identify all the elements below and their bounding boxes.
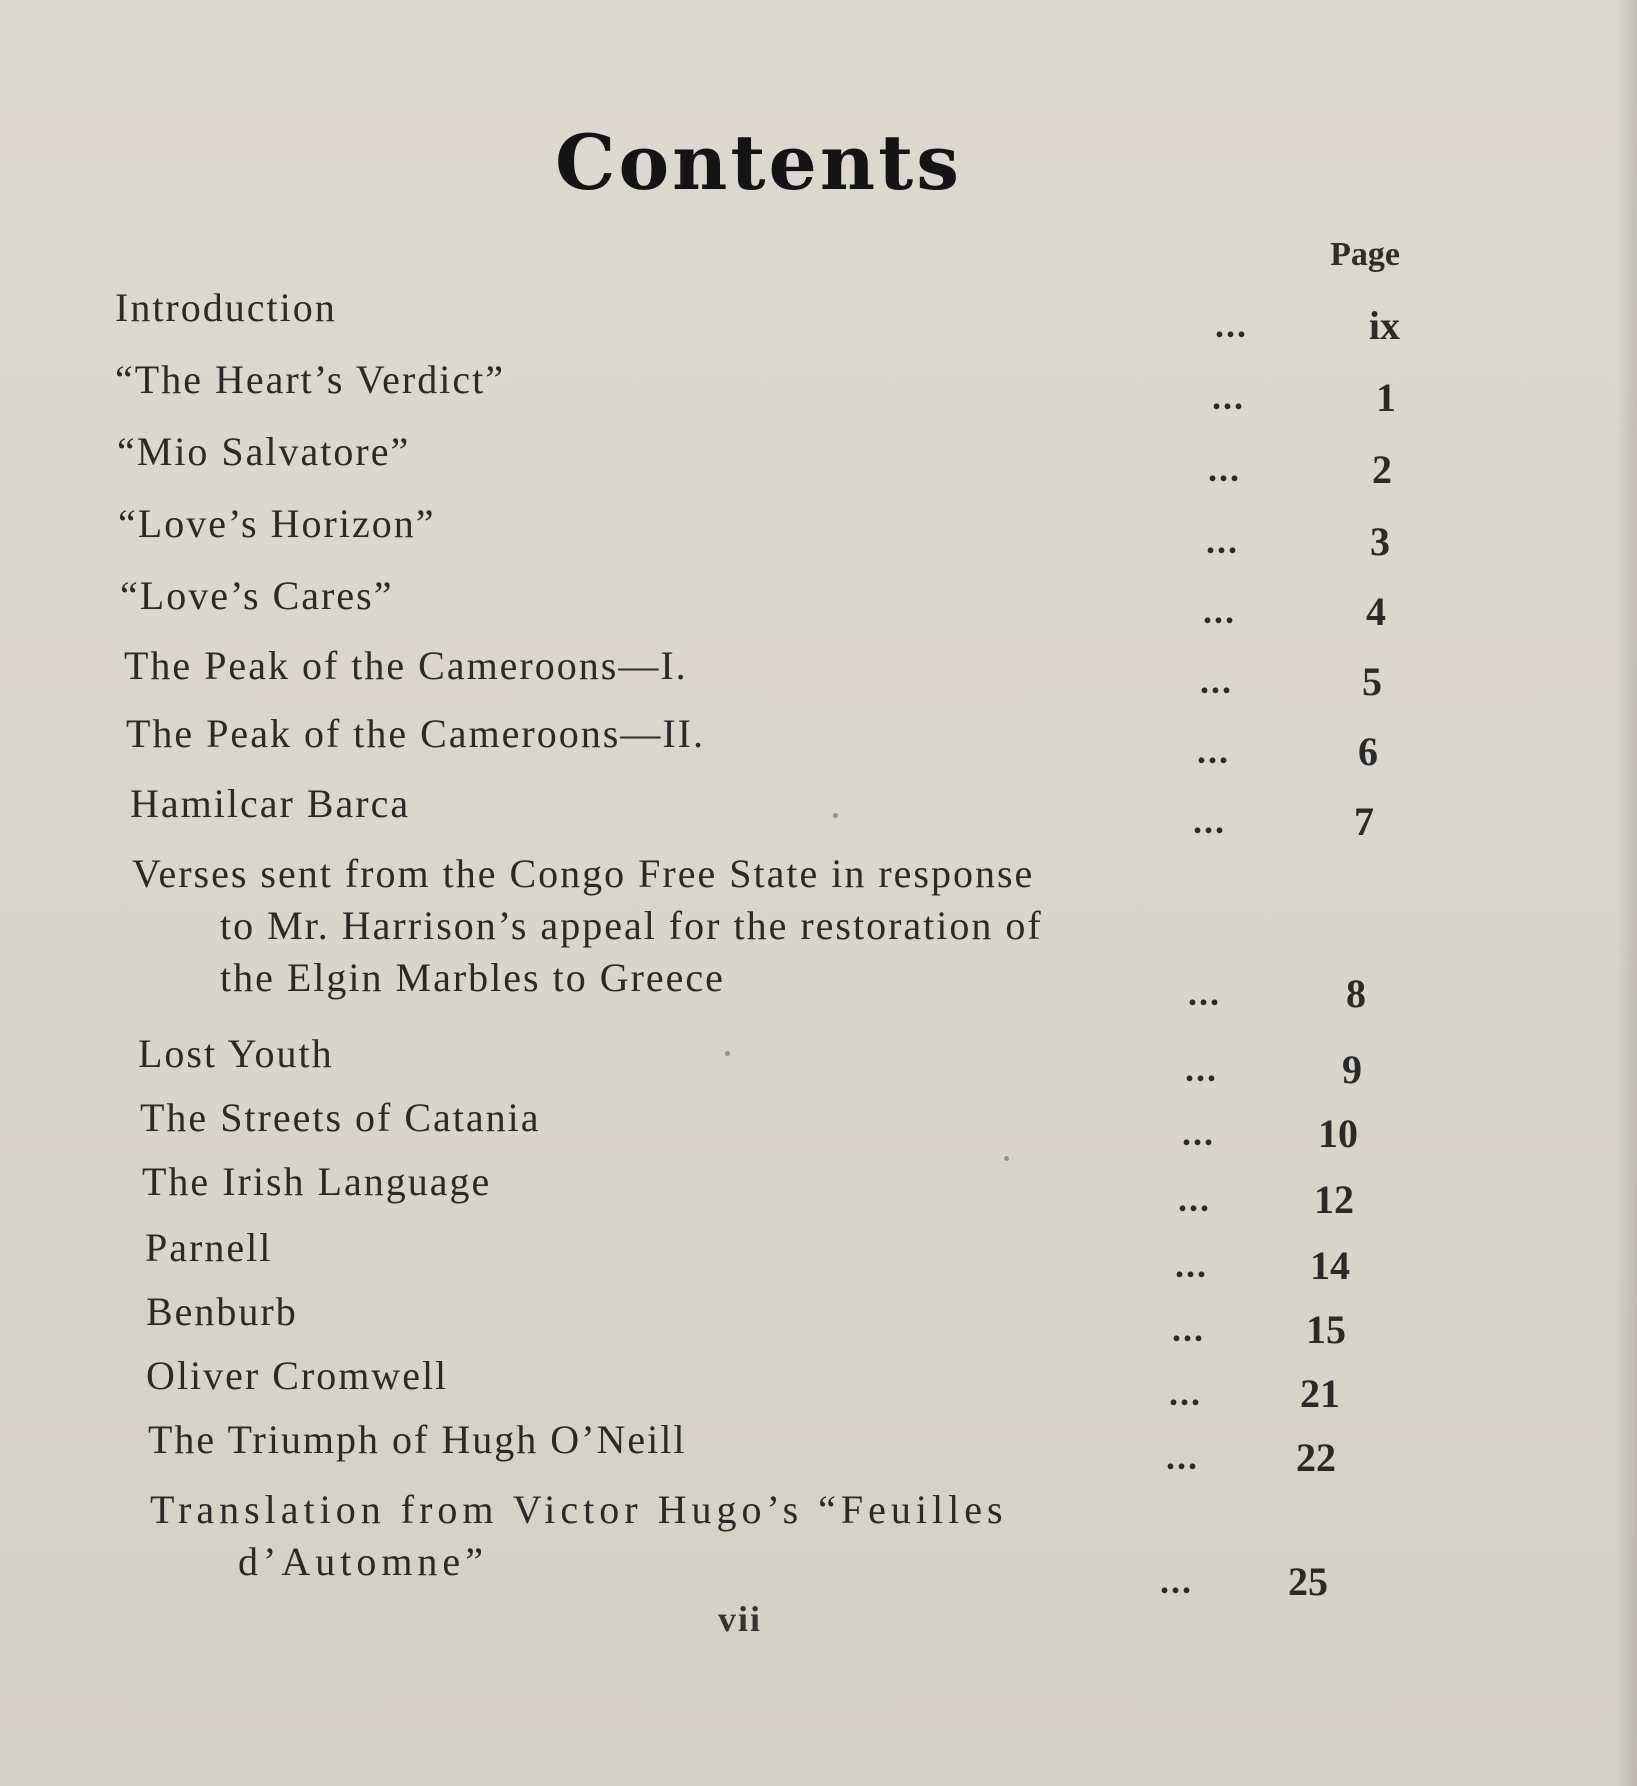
toc-entry-page: 6 (1358, 729, 1378, 774)
toc-entry-title: The Streets of Catania (140, 1095, 541, 1140)
toc-entry-page: 14 (1310, 1243, 1350, 1288)
toc-entry-parnell[interactable] (0, 1222, 1637, 1288)
toc-entry-title-line-2: to Mr. Harrison’s appeal for the restoration of (220, 903, 1043, 948)
toc-entry-title-line-1: Verses sent from the Congo Free State in response (132, 851, 1035, 896)
leader-dots: ... (1160, 1561, 1193, 1601)
leader-dots: ... (1172, 1309, 1205, 1349)
toc-entry-mio-salvatore[interactable] (0, 426, 1637, 492)
toc-entry-title: “Love’s Horizon” (118, 501, 436, 546)
leader-dots: ... (1197, 731, 1230, 771)
toc-entry-title: Benburb (146, 1289, 298, 1334)
toc-entry-title: Oliver Cromwell (146, 1353, 449, 1398)
toc-entry-benburb[interactable] (0, 1286, 1637, 1352)
toc-entry-streets-catania[interactable] (0, 1092, 1637, 1156)
toc-entry-title-line-3: the Elgin Marbles to Greece (220, 955, 725, 1000)
toc-entry-title (150, 1484, 1240, 1588)
leader-dots: ... (1215, 305, 1248, 345)
leader-dots: ... (1206, 521, 1239, 561)
page-column-label: Page (1330, 236, 1400, 273)
toc-entry-page: 25 (1288, 1559, 1328, 1604)
toc-entry-title: The Peak of the Cameroons—I. (124, 643, 688, 688)
toc-entry-title: “Love’s Cares” (120, 573, 394, 618)
toc-entry-title (132, 848, 1252, 1004)
toc-entry-lost-youth[interactable] (0, 1028, 1637, 1092)
toc-entry-page: 8 (1346, 971, 1366, 1016)
toc-entry-page: 12 (1314, 1177, 1354, 1222)
toc-entry-introduction[interactable] (0, 282, 1637, 348)
toc-entry-page: 5 (1362, 659, 1382, 704)
leader-dots: ... (1200, 661, 1233, 701)
toc-entry-title: The Triumph of Hugh O’Neill (148, 1417, 687, 1462)
leader-dots: ... (1175, 1245, 1208, 1285)
toc-entry-page: 1 (1376, 375, 1396, 420)
toc-entry-hearts-verdict[interactable] (0, 354, 1637, 420)
toc-entry-page: 10 (1318, 1111, 1358, 1156)
leader-dots: ... (1212, 377, 1245, 417)
toc-entry-page: 4 (1366, 589, 1386, 634)
leader-dots: ... (1169, 1373, 1202, 1413)
toc-entry-peak-cameroons-1[interactable] (0, 640, 1637, 704)
toc-entry-hugo-translation[interactable] (0, 1484, 1637, 1604)
toc-entry-title: Parnell (145, 1225, 273, 1270)
toc-entry-page: ix (1368, 303, 1400, 348)
toc-entry-loves-horizon[interactable] (0, 498, 1637, 564)
toc-entry-page: 2 (1372, 447, 1392, 492)
leader-dots: ... (1182, 1113, 1215, 1153)
toc-entry-page: 9 (1342, 1047, 1362, 1092)
toc-entry-title: Lost Youth (138, 1031, 334, 1076)
toc-entry-title: “The Heart’s Verdict” (115, 357, 505, 402)
toc-entry-title: The Irish Language (142, 1159, 492, 1204)
toc-entry-page: 15 (1306, 1307, 1346, 1352)
toc-entry-title-line-1: Translation from Victor Hugo’s “Feuilles (150, 1487, 1008, 1532)
toc-entry-page: 7 (1354, 799, 1374, 844)
paper-speck (833, 813, 838, 818)
paper-speck (1004, 1156, 1009, 1161)
contents-heading: Contents (554, 118, 963, 207)
toc-entry-hugh-oneill[interactable] (0, 1414, 1637, 1480)
toc-entry-title-line-2: d’Automne” (238, 1539, 488, 1584)
toc-entry-congo-verses[interactable] (0, 848, 1637, 1018)
toc-entry-title: Introduction (115, 285, 337, 330)
leader-dots: ... (1208, 449, 1241, 489)
paper-speck (725, 1051, 730, 1056)
toc-entry-page: 22 (1296, 1435, 1336, 1480)
leader-dots: ... (1203, 591, 1236, 631)
leader-dots: ... (1193, 801, 1226, 841)
toc-entry-oliver-cromwell[interactable] (0, 1350, 1637, 1416)
leader-dots: ... (1178, 1179, 1211, 1219)
toc-entry-title: “Mio Salvatore” (117, 429, 411, 474)
page-folio: vii (717, 1599, 762, 1639)
toc-entry-loves-cares[interactable] (0, 570, 1637, 634)
toc-entry-irish-language[interactable] (0, 1156, 1637, 1222)
toc-entry-page: 3 (1370, 519, 1390, 564)
leader-dots: ... (1166, 1437, 1199, 1477)
toc-entry-peak-cameroons-2[interactable] (0, 708, 1637, 774)
toc-entry-title: Hamilcar Barca (130, 781, 411, 826)
leader-dots: ... (1188, 973, 1221, 1013)
toc-entry-page: 21 (1300, 1371, 1340, 1416)
toc-entry-title: The Peak of the Cameroons—II. (126, 711, 705, 756)
leader-dots: ... (1185, 1049, 1218, 1089)
toc-entry-hamilcar-barca[interactable] (0, 778, 1637, 844)
